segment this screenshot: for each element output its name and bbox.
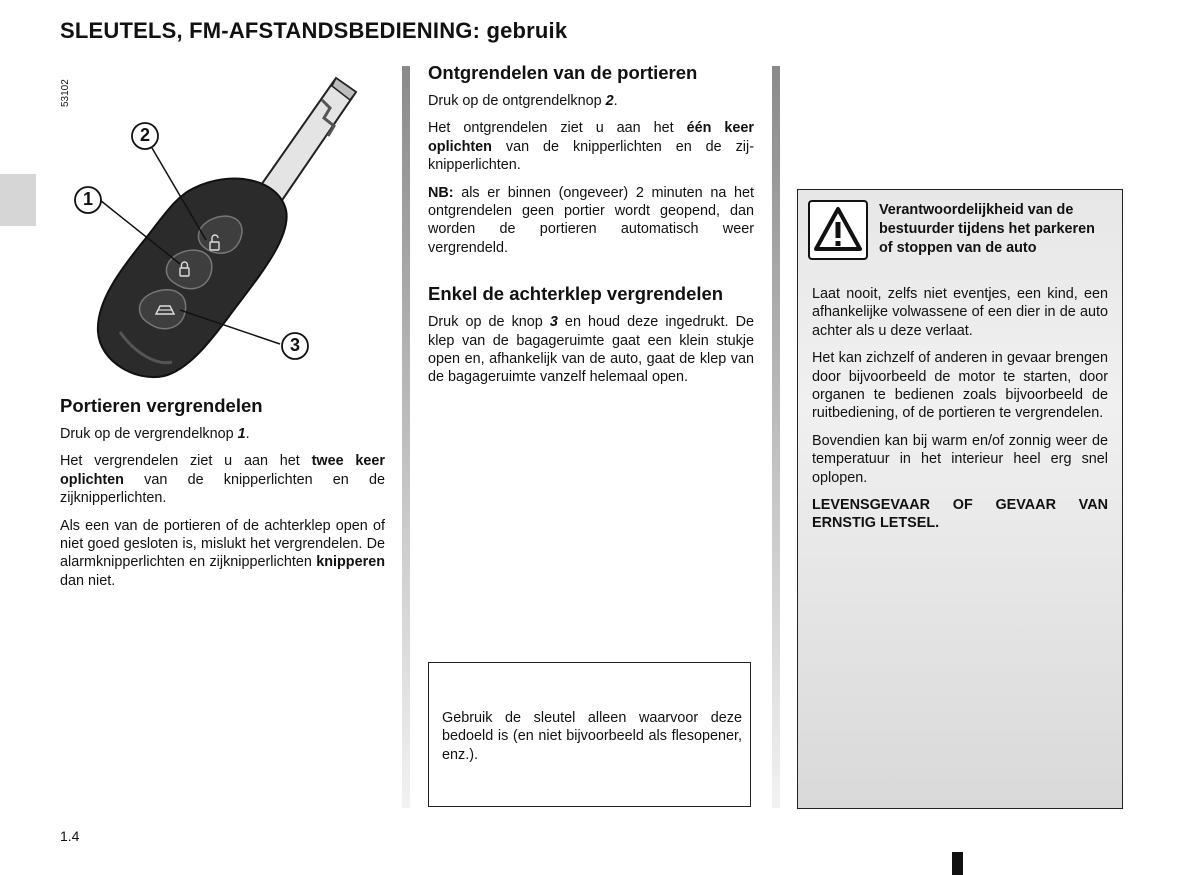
heading-lock-tailgate: Enkel de achterklep vergrendelen: [428, 283, 724, 305]
page-number: 1.4: [60, 828, 80, 844]
warning-icon-frame: [808, 200, 868, 260]
paragraph: Het ontgrendelen ziet u aan het één keer oplichten van de knipperlichten en de zijknipperlichten.: [428, 120, 754, 174]
key-fob-illustration: [60, 70, 380, 390]
note-box: [428, 662, 751, 807]
heading-unlock-doors: Ontgrendelen van de portieren: [428, 62, 698, 83]
warning-emphasis: LEVENSGEVAAR OF GEVAAR VAN ERNSTIG LETSEL.: [812, 497, 1108, 532]
warning-body: [812, 285, 1108, 542]
callout-2-label: 2: [140, 125, 151, 145]
title-sub: gebruik: [486, 18, 568, 43]
chapter-tab-marker: [0, 174, 36, 226]
warning-paragraph: Bovendien kan bij warm en/of zonnig weer de temperatuur in het interieur heel erg snel oplopen.: [812, 432, 1108, 486]
paragraph: Het vergrendelen ziet u aan het twee keer oplichten van de knipperlichten en de zijknipperlichten.: [60, 453, 385, 507]
column-divider: [402, 66, 410, 808]
warning-triangle-icon: [810, 202, 866, 258]
warning-paragraph: Laat nooit, zelfs niet eventjes, een kind, een afhankelijke volwassene of een dier in de auto achter als u deze verlaat.: [812, 286, 1108, 339]
note-text: Gebruik de sleutel alleen waarvoor deze bedoeld is (en niet bijvoorbeeld als flesopener, enz.).: [442, 710, 742, 763]
page-title: [60, 18, 567, 44]
figure-id: 53102: [60, 79, 71, 107]
paragraph: Druk op de vergrendelknop 1.: [60, 426, 250, 442]
left-column: [60, 395, 385, 599]
paragraph: NB: als er binnen (ongeveer) 2 minuten na het ontgrendelen geen portier wordt geopend, dan worden de portieren automatisch weer vergrendeld.: [428, 184, 754, 256]
paragraph: Druk op de knop 3 en houd deze ingedrukt. De klep van de bagageruimte gaat een klein stukje open en, afhankelijk van de auto, gaat de klep van de bagageruimte vanzelf helemaal open.: [428, 314, 754, 386]
heading-lock-doors: Portieren vergrendelen: [60, 395, 263, 416]
paragraph: Als een van de portieren of de achterklep open of niet goed gesloten is, mislukt het vergrendelen. De alarmknipperlichten en zijknipperlichten knipperen dan niet.: [60, 517, 385, 589]
middle-column: [428, 62, 754, 396]
page-corner-mark: [952, 852, 963, 875]
callout-1-label: 1: [83, 189, 94, 209]
warning-box: [797, 189, 1123, 809]
title-main: SLEUTELS, FM-AFSTANDSBEDIENING:: [60, 18, 481, 43]
warning-paragraph: Het kan zichzelf of anderen in gevaar brengen door bijvoorbeeld de motor te starten, door organen te bedienen zoals bijvoorbeeld de ruitbediening, of de portieren te vergrendelen.: [812, 350, 1108, 422]
column-divider: [772, 66, 780, 808]
warning-heading: Verantwoordelijkheid van de bestuurder tijdens het parkeren of stoppen van de auto: [879, 202, 1095, 256]
paragraph: Druk op de ontgrendelknop 2.: [428, 93, 618, 109]
callout-3-label: 3: [290, 335, 301, 355]
